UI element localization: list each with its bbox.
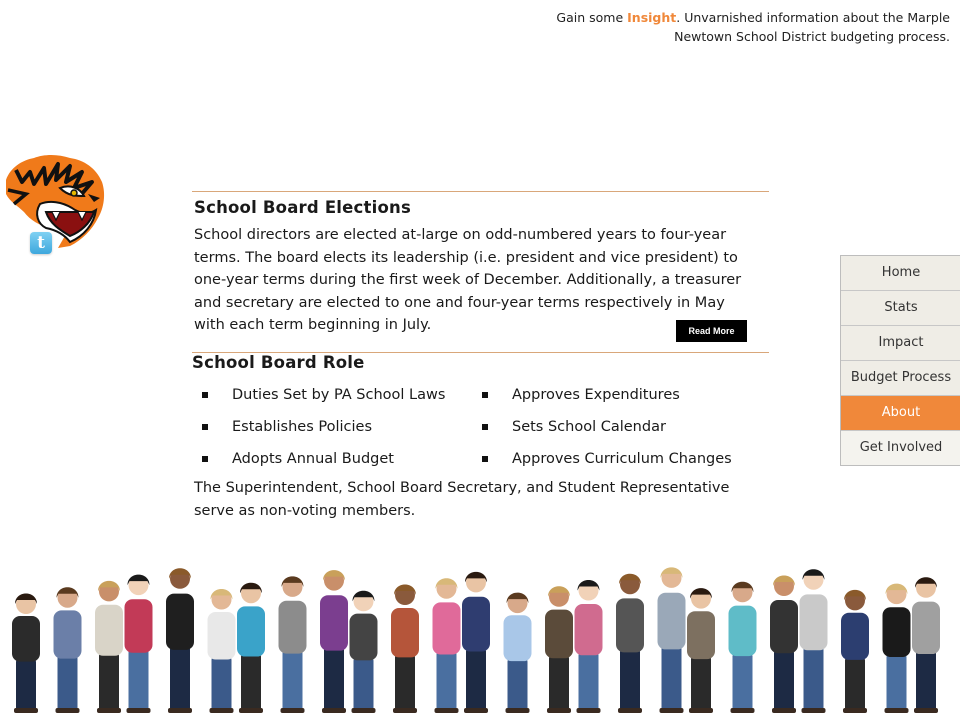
duty-label: Establishes Policies <box>232 419 373 435</box>
student-figure <box>95 581 123 713</box>
list-item <box>202 384 482 406</box>
student-figure <box>770 576 798 714</box>
students-group-photo <box>0 556 960 720</box>
student-figure <box>208 589 236 713</box>
elections-title: School Board Elections <box>194 198 411 217</box>
nav-item-stats[interactable]: Stats <box>841 291 960 326</box>
student-figure <box>616 574 644 713</box>
square-bullet-icon <box>202 456 208 462</box>
student-figure <box>279 576 307 713</box>
side-navigation <box>840 255 960 466</box>
square-bullet-icon <box>482 392 488 398</box>
student-figure <box>687 588 715 713</box>
duty-label: Approves Expenditures <box>512 387 680 403</box>
student-figure <box>391 585 419 714</box>
student-figure <box>125 575 153 713</box>
student-figure <box>12 594 40 714</box>
role-title: School Board Role <box>192 353 365 372</box>
nav-item-about[interactable]: About <box>841 396 960 431</box>
student-figure <box>883 584 911 713</box>
student-figure <box>166 568 194 713</box>
list-item <box>482 416 762 438</box>
site-tagline <box>530 8 950 46</box>
tagline-insight-accent: Insight <box>627 10 677 25</box>
square-bullet-icon <box>202 392 208 398</box>
student-figure <box>54 587 82 713</box>
duty-label: Adopts Annual Budget <box>232 451 394 467</box>
section-divider-top <box>192 191 769 192</box>
tiger-logo[interactable] <box>0 150 108 250</box>
list-item <box>202 448 482 470</box>
nav-item-home[interactable]: Home <box>841 256 960 291</box>
duty-label: Sets School Calendar <box>512 419 666 435</box>
student-figure <box>462 572 490 713</box>
student-figure <box>433 578 461 713</box>
list-item <box>202 416 482 438</box>
square-bullet-icon <box>202 424 208 430</box>
student-figure <box>504 593 532 713</box>
square-bullet-icon <box>482 424 488 430</box>
non-voting-members-note: The Superintendent, School Board Secretary, and Student Representative serve as non-voting members. <box>194 480 730 519</box>
student-figure <box>912 577 940 713</box>
student-figure <box>237 583 265 713</box>
twitter-icon[interactable]: t <box>30 232 52 254</box>
nav-item-budget-process[interactable]: Budget Process <box>841 361 960 396</box>
student-figure <box>841 590 869 713</box>
list-item <box>482 448 762 470</box>
student-figure <box>320 570 348 713</box>
student-figure <box>729 582 757 713</box>
square-bullet-icon <box>482 456 488 462</box>
student-figure <box>800 569 828 713</box>
student-figure <box>658 567 686 713</box>
duty-label: Duties Set by PA School Laws <box>232 387 446 403</box>
nav-item-get-involved[interactable]: Get Involved <box>841 431 960 465</box>
elections-body-text: School directors are elected at-large on odd-numbered years to four-year terms. The board elects its leadership (i.e. president and vice president) to one-year terms during the first week of December. Additionally, a treasurer and secretary are elected to one and four-year terms respectively in May with each term beginning in July. <box>194 227 742 333</box>
duty-label: Approves Curriculum Changes <box>512 451 732 467</box>
list-item <box>482 384 762 406</box>
student-figure <box>350 591 378 713</box>
role-duties-list <box>202 384 762 470</box>
student-figure <box>575 580 603 713</box>
student-figure <box>545 586 573 713</box>
nav-item-impact[interactable]: Impact <box>841 326 960 361</box>
read-more-button[interactable]: Read More <box>676 320 747 342</box>
tagline-prefix: Gain some <box>556 10 628 25</box>
tagline-suffix: . Unvarnished information about the Marple Newtown School District budgeting process. <box>674 10 950 44</box>
